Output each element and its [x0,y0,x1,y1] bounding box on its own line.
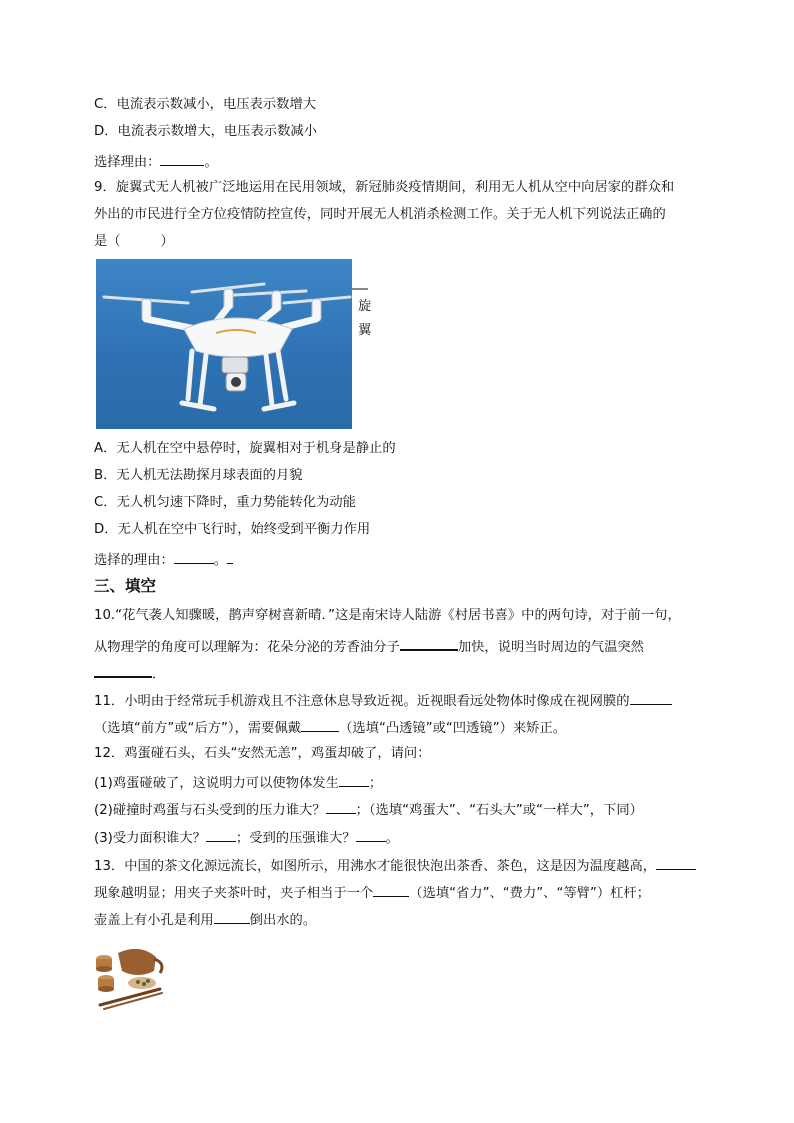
q13-line3: 壶盖上有小孔是利用 倒出水的。 [94,909,316,930]
q10-line2: 从物理学的角度可以理解为：花朵分泌的芳香油分子 加快，说明当时周边的气温突然 [94,635,644,657]
q13-line2: 现象越明显；用夹子夹茶叶时，夹子相当于一个 （选填“省力”、“费力”、“等臂”）杠杆； [94,882,650,903]
drone-image [96,259,352,429]
q10-line1: 10.“花气袭人知骤暖，鹊声穿树喜新晴．”这是南宋诗人陆游《村居书喜》中的两句诗，对于前一句， [94,608,681,623]
q8-option-d: D．电流表示数增大，电压表示数减小 [94,124,317,139]
q9-stem-line3: 是（ ） [94,234,174,249]
answer-blank[interactable] [174,549,214,564]
q8-option-c: C．电流表示数减小，电压表示数增大 [94,97,317,112]
leader-line [352,284,370,294]
q13-line1: 13．中国的茶文化源远流长，如图所示，用沸水才能很快泡出茶香、茶色，这是因为温度越高， [94,855,696,876]
q10-line3: ． [94,662,165,684]
drone-icon [96,259,352,429]
q9-option-a: A．无人机在空中悬停时，旋翼相对于机身是静止的 [94,441,396,456]
q8-reason: 选择理由： 。 [94,151,218,172]
q12-sub3: (3)受力面积谁大？ ；受到的压强谁大？ 。 [94,827,399,848]
answer-blank[interactable] [656,855,696,870]
answer-blank[interactable] [94,662,152,678]
rotor-label-char2: 翼 [358,323,372,338]
q11-line1: 11．小明由于经常玩手机游戏且不注意休息导致近视。近视眼看远处物体时像成在视网膜的 [94,690,672,711]
q9-reason: 选择的理由： 。 [94,549,233,570]
answer-blank[interactable] [160,151,204,166]
q9-option-b: B．无人机无法勘探月球表面的月貌 [94,468,303,483]
rotor-label-char1: 旋 [358,299,372,314]
q9-stem-line2: 外出的市民进行全方位疫情防控宣传，同时开展无人机消杀检测工作。关于无人机下列说法正确的 [94,207,666,222]
teapot-icon [94,939,166,1011]
q9-stem-line1: 9．旋翼式无人机被广泛地运用在民用领域，新冠肺炎疫情期间，利用无人机从空中向居家的群众和 [94,180,675,195]
answer-blank[interactable] [356,827,386,842]
q11-line2: （选填“前方”或“后方”），需要佩戴 （选填“凸透镜”或“凹透镜”）来矫正。 [94,717,566,738]
q12-line1: 12．鸡蛋碰石头，石头“安然无恙”，鸡蛋却破了，请问： [94,746,431,761]
answer-blank[interactable] [206,827,236,842]
q12-sub2: (2)碰撞时鸡蛋与石头受到的压力谁大？ ；（选填“鸡蛋大”、“石头大”或“一样大”，下同） [94,799,643,820]
answer-blank[interactable] [339,772,369,787]
answer-blank[interactable] [301,717,339,732]
answer-blank[interactable] [373,882,409,897]
answer-blank[interactable] [326,799,356,814]
section-title: 三、填空 [94,577,157,595]
q9-option-d: D．无人机在空中飞行时，始终受到平衡力作用 [94,522,371,537]
tea-set-image [94,939,166,1011]
q12-sub1: (1)鸡蛋碰破了，这说明力可以使物体发生 ； [94,772,382,793]
q9-option-c: C．无人机匀速下降时，重力势能转化为动能 [94,495,356,510]
answer-blank[interactable] [214,909,250,924]
answer-blank[interactable] [400,635,458,651]
answer-blank[interactable] [630,690,672,705]
